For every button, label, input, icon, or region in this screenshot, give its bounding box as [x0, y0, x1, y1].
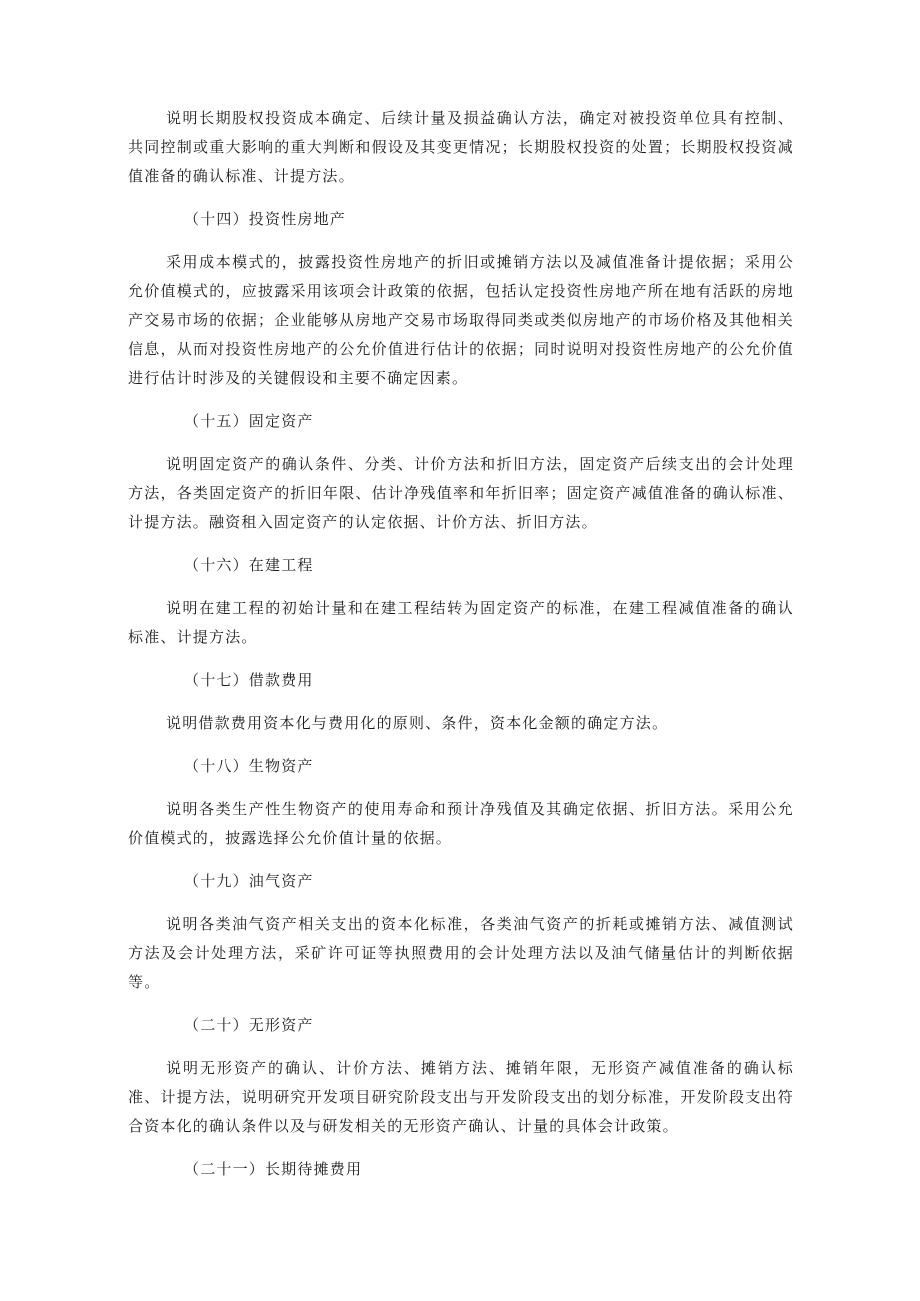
paragraph-borrowing-costs: 说明借款费用资本化与费用化的原则、条件，资本化金额的确定方法。 [166, 714, 669, 732]
document-body [128, 104, 794, 1184]
heading-borrowing-costs: （十七）借款费用 [184, 671, 314, 689]
paragraph-construction-in-progress: 说明在建工程的初始计量和在建工程结转为固定资产的标准，在建工程减值准备的确认标准、计提方法。 [128, 599, 794, 646]
heading-fixed-assets: （十五）固定资产 [184, 412, 314, 430]
paragraph-intangible-assets: 说明无形资产的确认、计价方法、摊销方法、摊销年限，无形资产减值准备的确认标准、计提方法，说明研究开发项目研究阶段支出与开发阶段支出的划分标准，开发阶段支出符合资本化的确认条件以及与研发相关的无形资产确认、计量的具体会计政策。 [128, 1059, 794, 1135]
paragraph-long-term-equity-investment: 说明长期股权投资成本确定、后续计量及损益确认方法，确定对被投资单位具有控制、共同控制或重大影响的重大判断和假设及其变更情况；长期股权投资的处置；长期股权投资减值准备的确认标准、计提方法。 [128, 109, 794, 185]
paragraph-investment-property: 采用成本模式的，披露投资性房地产的折旧或摊销方法以及减值准备计提依据；采用公允价值模式的，应披露采用该项会计政策的依据，包括认定投资性房地产所在地有活跃的房地产交易市场的依据；企业能够从房地产交易市场取得同类或类似房地产的市场价格及其他相关信息，从而对投资性房地产的公允价值进行估计的依据；同时说明对投资性房地产的公允价值进行估计时涉及的关键假设和主要不确定因素。 [128, 253, 794, 387]
paragraph-fixed-assets: 说明固定资产的确认条件、分类、计价方法和折旧方法，固定资产后续支出的会计处理方法，各类固定资产的折旧年限、估计净残值率和年折旧率；固定资产减值准备的确认标准、计提方法。融资租入固定资产的认定依据、计价方法、折旧方法。 [128, 455, 794, 531]
heading-oil-gas-assets: （十九）油气资产 [184, 872, 314, 890]
paragraph-oil-gas-assets: 说明各类油气资产相关支出的资本化标准，各类油气资产的折耗或摊销方法、减值测试方法及会计处理方法，采矿许可证等执照费用的会计处理方法以及油气储量估计的判断依据等。 [128, 915, 794, 991]
paragraph-biological-assets: 说明各类生产性生物资产的使用寿命和预计净残值及其确定依据、折旧方法。采用公允价值模式的，披露选择公允价值计量的依据。 [128, 800, 794, 847]
heading-construction-in-progress: （十六）在建工程 [184, 556, 314, 574]
heading-biological-assets: （十八）生物资产 [184, 757, 314, 775]
heading-long-term-deferred-expenses: （二十一）长期待摊费用 [184, 1160, 363, 1178]
heading-intangible-assets: （二十）无形资产 [184, 1016, 314, 1034]
heading-investment-property: （十四）投资性房地产 [184, 210, 347, 228]
